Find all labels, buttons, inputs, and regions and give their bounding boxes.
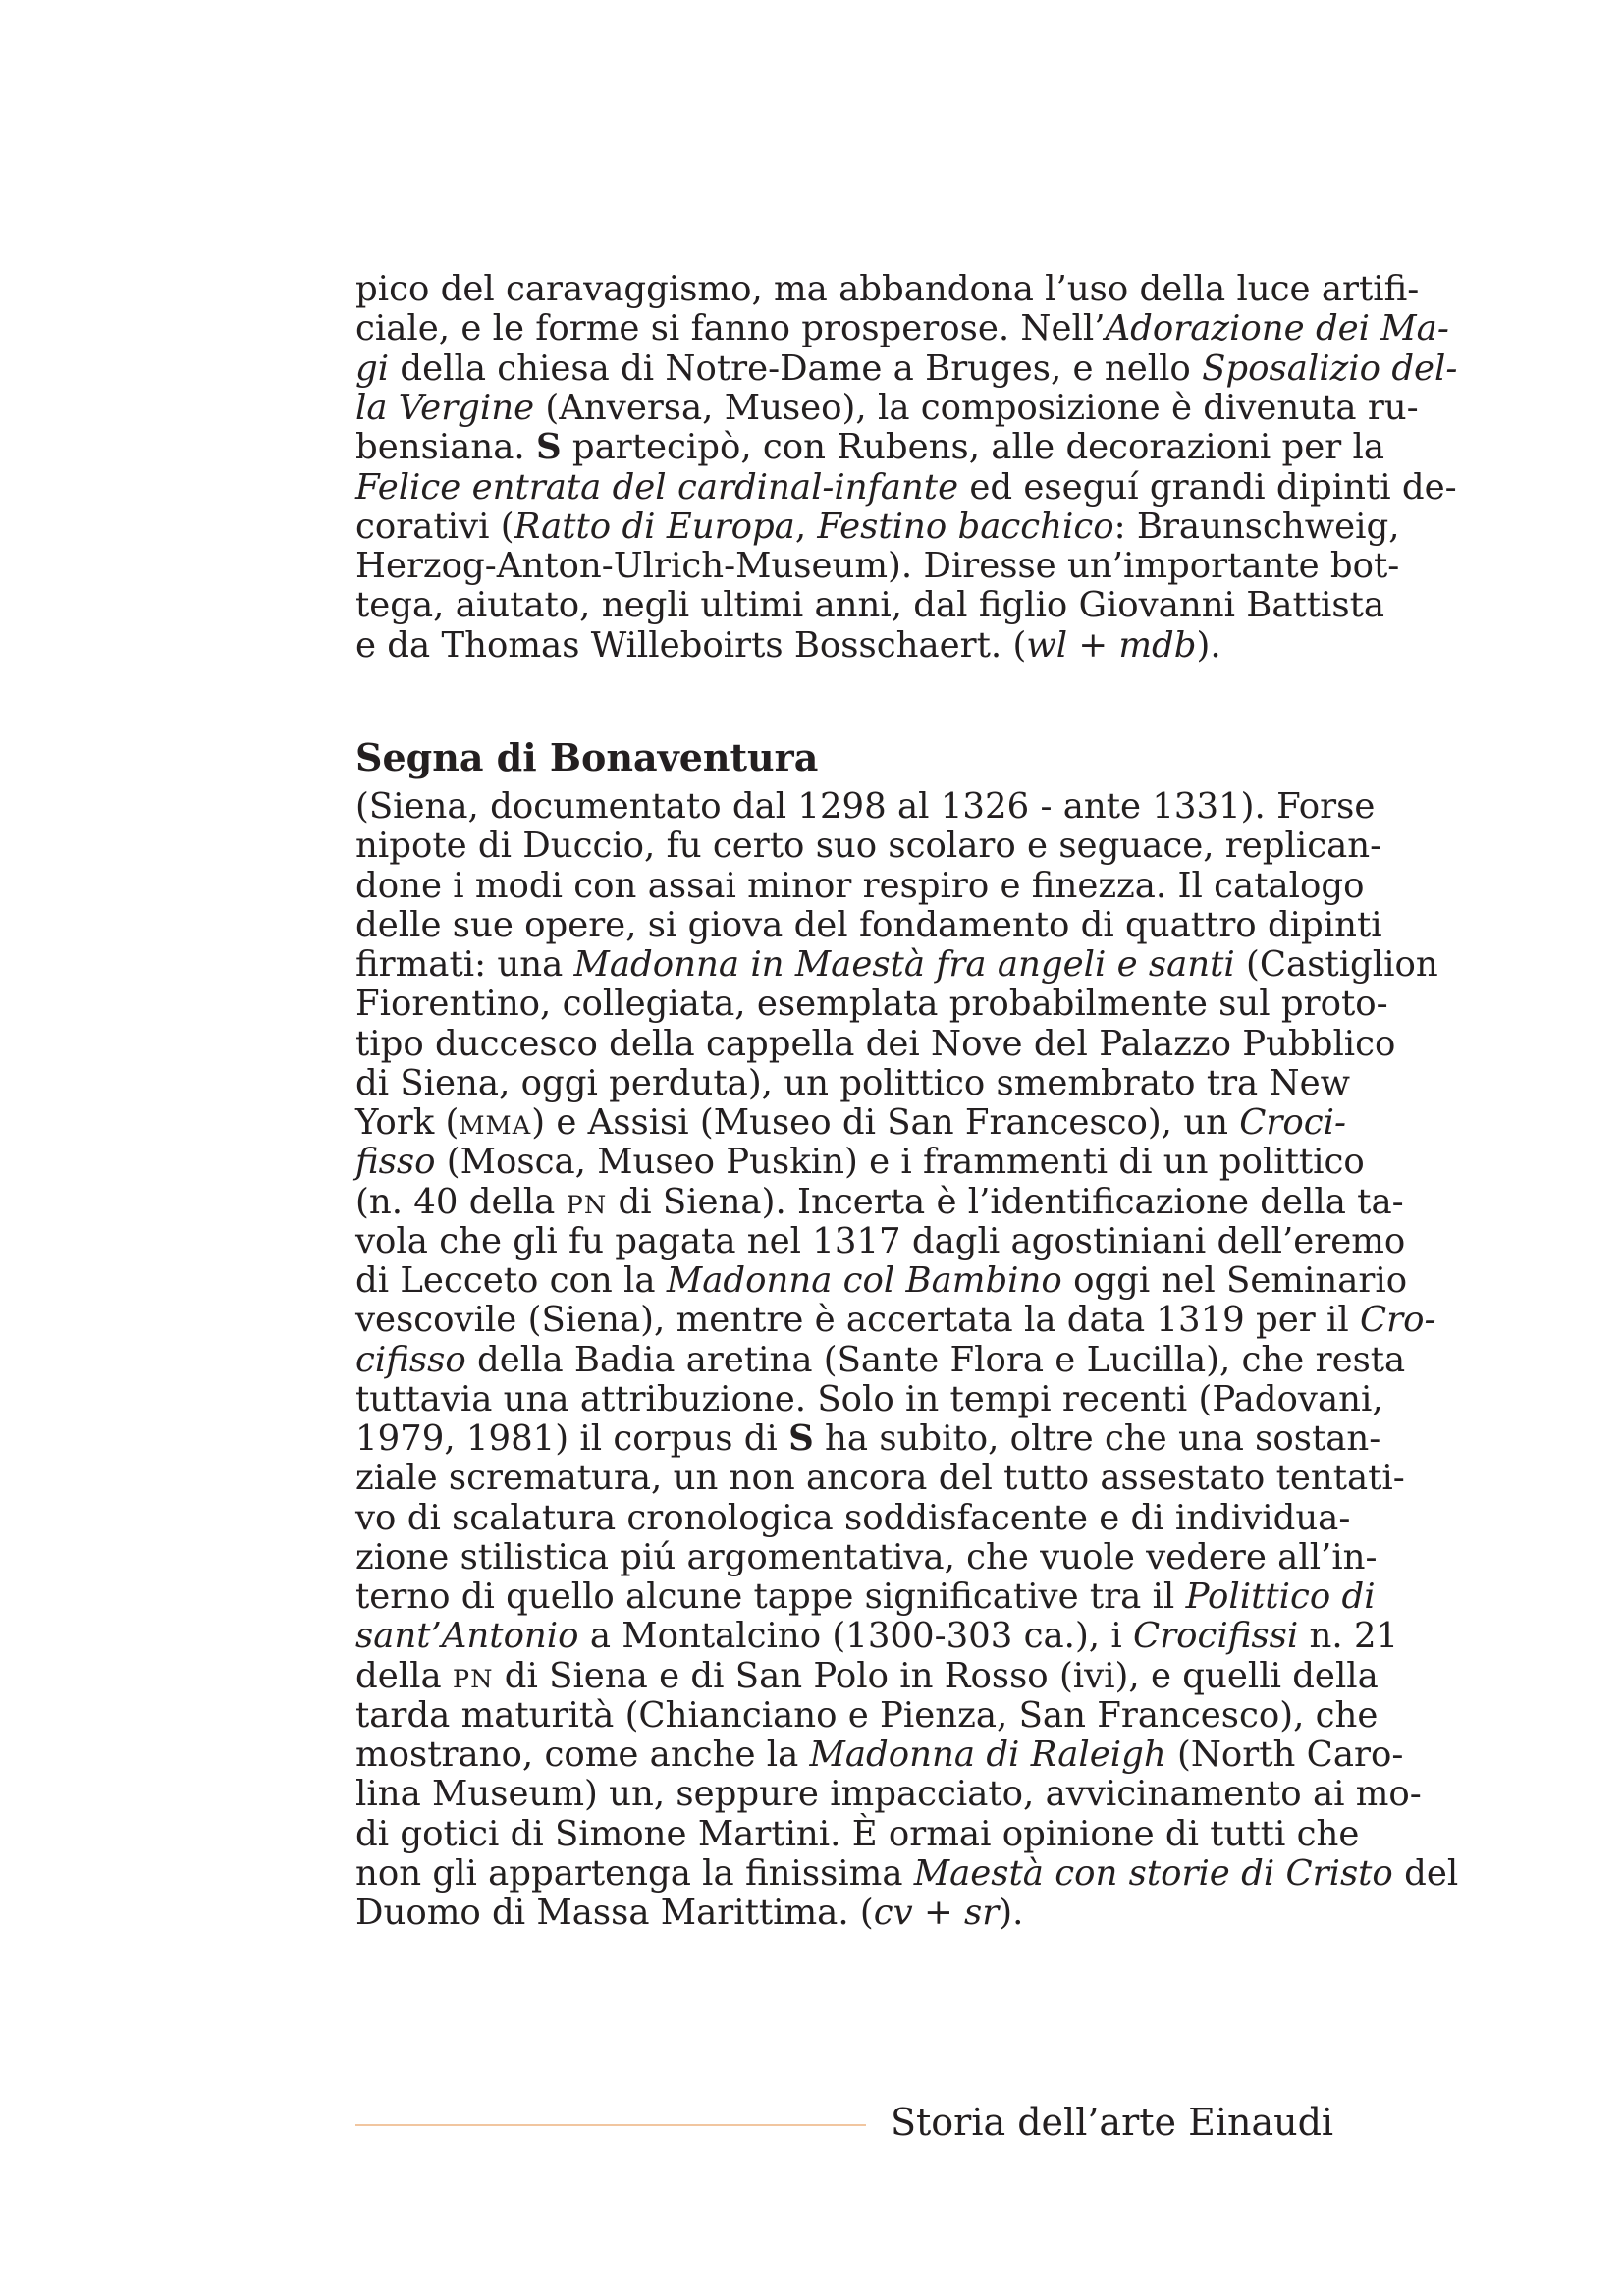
text-run: vola che gli fu pagata nel 1317 dagli agostiniani dell’eremo	[355, 1220, 1406, 1261]
text-run: (n. 40 della	[355, 1181, 567, 1222]
entry-line	[355, 1813, 1360, 1854]
entry-line	[355, 1536, 1378, 1577]
text-run: la Vergine	[355, 387, 535, 428]
text-run: oggi nel Seminario	[1061, 1260, 1408, 1301]
text-run: Crocifissi	[1133, 1616, 1299, 1657]
entry-line	[355, 1378, 1383, 1419]
entry-line	[355, 1181, 1404, 1222]
text-run: York (	[355, 1102, 460, 1143]
text-run: Duomo di Massa Marittima. (	[355, 1893, 874, 1933]
text-run: PN	[566, 1190, 608, 1220]
text-run: terno di quello alcune tappe significative tra il	[355, 1576, 1186, 1617]
text-run: cifisso	[355, 1339, 466, 1380]
text-run: Ratto di Europa	[514, 506, 795, 547]
entry-line	[355, 1735, 1404, 1775]
text-run: Polittico di	[1185, 1576, 1376, 1617]
paragraph-line	[355, 624, 1293, 666]
entry-line	[355, 1655, 1379, 1696]
text-run: 1979, 1981) il corpus di	[355, 1418, 789, 1459]
entry-line	[355, 1458, 1405, 1499]
text-run: tuttavia una attribuzione. Solo in tempi recenti (Padovani,	[355, 1378, 1383, 1419]
text-run: partecipò, con Rubens, alle decorazioni per la	[561, 427, 1385, 468]
text-run: ziale scrematura, un non ancora del tutto assestato tentati-	[355, 1458, 1405, 1499]
text-run: sant’Antonio	[355, 1616, 579, 1657]
entry-line	[355, 826, 1382, 867]
text-run: di gotici di Simone Martini. È ormai opinione di tutti che	[355, 1813, 1360, 1854]
footer-rule	[355, 2124, 866, 2126]
text-run: done i modi con assai minor respiro e finezza. Il catalogo	[355, 865, 1365, 906]
text-run: vescovile (Siena), mentre è accertata la data 1319 per il	[355, 1300, 1360, 1341]
text-run: fisso	[355, 1142, 436, 1183]
entry-line	[355, 1220, 1406, 1261]
entry-line	[355, 1893, 1293, 1933]
paragraph-line	[355, 387, 1419, 428]
text-run: MMA	[459, 1111, 532, 1141]
text-run: cv + sr	[873, 1893, 1000, 1933]
text-run: della chiesa di Notre-Dame a Bruges, e nello	[389, 347, 1203, 389]
paragraph-line	[355, 269, 1420, 309]
text-run: tega, aiutato, negli ultimi anni, dal figlio Giovanni Battista	[355, 585, 1385, 626]
text-run: (Mosca, Museo Puskin) e i frammenti di un polittico	[435, 1142, 1365, 1183]
text-run: mostrano, come anche la	[355, 1735, 810, 1775]
text-run: ).	[1196, 624, 1221, 666]
entry-line	[355, 1852, 1459, 1894]
text-run: Maestà con storie di Cristo	[913, 1852, 1393, 1894]
text-run: S	[535, 427, 562, 468]
paragraph-line	[355, 427, 1385, 468]
text-run: del	[1392, 1852, 1459, 1894]
entry-line	[355, 1497, 1351, 1538]
text-run: gi	[355, 347, 390, 389]
entry-line	[355, 865, 1365, 906]
entry-line	[355, 904, 1382, 945]
text-run: (Siena, documentato dal 1298 al 1326 - ante 1331). Forse	[355, 786, 1376, 827]
entry-line	[355, 1418, 1381, 1459]
text-run: a Montalcino (1300-303 ca.), i	[578, 1616, 1134, 1657]
entry-line	[355, 786, 1376, 827]
entry-line	[355, 1339, 1406, 1380]
entry-line	[355, 984, 1388, 1025]
entry-line	[355, 1576, 1376, 1617]
text-run: (Anversa, Museo), la composizione è divenuta ru-	[534, 387, 1419, 428]
paragraph-line	[355, 466, 1457, 507]
text-run: ed eseguí grandi dipinti de-	[958, 466, 1457, 507]
entry-line	[355, 1102, 1347, 1143]
text-run: corativi (	[355, 506, 514, 547]
text-run: (North Caro-	[1165, 1735, 1404, 1775]
text-run: di Siena). Incerta è l’identificazione della ta-	[607, 1181, 1404, 1222]
text-run: tipo duccesco della cappella dei Nove del Palazzo Pubblico	[355, 1023, 1396, 1064]
text-run: Herzog-Anton-Ulrich-Museum). Diresse un’importante bot-	[355, 546, 1400, 587]
text-run: ) e Assisi (Museo di San Francesco), un	[531, 1102, 1240, 1143]
text-run: Madonna in Maestà fra angeli e santi	[573, 944, 1235, 985]
text-run: di Siena e di San Polo in Rosso (ivi), e quelli della	[493, 1655, 1379, 1696]
footer-publisher: Storia dell’arte Einaudi	[891, 2101, 1334, 2144]
entry-line	[355, 944, 1438, 985]
paragraph-line	[355, 347, 1458, 389]
entry-line	[355, 1260, 1408, 1301]
text-run: Madonna di Raleigh	[809, 1735, 1166, 1775]
entry-line	[355, 1616, 1399, 1657]
entry-heading: Segna di Bonaventura	[355, 735, 819, 779]
text-run: di Lecceto con la	[355, 1260, 667, 1301]
text-run: della	[355, 1655, 453, 1696]
text-run: delle sue opere, si giova del fondamento di quattro dipinti	[355, 904, 1382, 945]
text-run: wl + mdb	[1026, 624, 1197, 666]
text-run: e da Thomas Willeboirts Bosschaert. (	[355, 624, 1027, 666]
text-run: vo di scalatura cronologica soddisfacente e di individua-	[355, 1497, 1351, 1538]
text-run: nipote di Duccio, fu certo suo scolaro e seguace, replican-	[355, 826, 1382, 867]
text-run: pico del caravaggismo, ma abbandona l’uso della luce artifi-	[355, 269, 1420, 309]
paragraph-line	[355, 546, 1400, 587]
text-run: ).	[999, 1893, 1024, 1933]
text-run: della Badia aretina (Sante Flora e Lucilla), che resta	[465, 1339, 1406, 1380]
text-run: : Braunschweig,	[1113, 506, 1400, 547]
text-run: ha subito, oltre che una sostan-	[813, 1418, 1381, 1459]
entry-line	[355, 1774, 1422, 1815]
text-run: bensiana.	[355, 427, 536, 468]
paragraph-line	[355, 585, 1385, 626]
entry-line	[355, 1062, 1350, 1103]
text-run: di Siena, oggi perduta), un polittico smembrato tra New	[355, 1062, 1350, 1103]
text-run: Madonna col Bambino	[666, 1260, 1062, 1301]
paragraph-line	[355, 308, 1449, 349]
text-run: S	[788, 1418, 814, 1459]
text-run: Sposalizio del-	[1202, 347, 1458, 389]
text-run: Adorazione dei Ma-	[1105, 308, 1449, 349]
text-run: Fiorentino, collegiata, esemplata probabilmente sul proto-	[355, 984, 1388, 1025]
text-run: Festino bacchico	[817, 506, 1114, 547]
entry-line	[355, 1142, 1365, 1183]
text-run: Cro-	[1360, 1300, 1436, 1341]
text-run: tarda maturità (Chianciano e Pienza, San Francesco), che	[355, 1694, 1379, 1735]
text-run: PN	[452, 1664, 494, 1694]
entry-line	[355, 1694, 1379, 1735]
text-run: ,	[794, 506, 818, 547]
text-run: n. 21	[1298, 1616, 1399, 1657]
text-run: zione stilistica piú argomentativa, che vuole vedere all’in-	[355, 1536, 1378, 1577]
text-run: ciale, e le forme si fanno prosperose. Nell’	[355, 308, 1106, 349]
entry-line	[355, 1300, 1436, 1341]
text-run: firmati: una	[355, 944, 574, 985]
text-run: Felice entrata del cardinal-infante	[355, 466, 959, 507]
text-run: Croci-	[1239, 1102, 1347, 1143]
text-run: lina Museum) un, seppure impacciato, avvicinamento ai mo-	[355, 1774, 1422, 1815]
entry-line	[355, 1023, 1396, 1064]
paragraph-line	[355, 506, 1400, 547]
text-run: (Castiglion	[1234, 944, 1438, 985]
text-run: non gli appartenga la finissima	[355, 1852, 914, 1894]
